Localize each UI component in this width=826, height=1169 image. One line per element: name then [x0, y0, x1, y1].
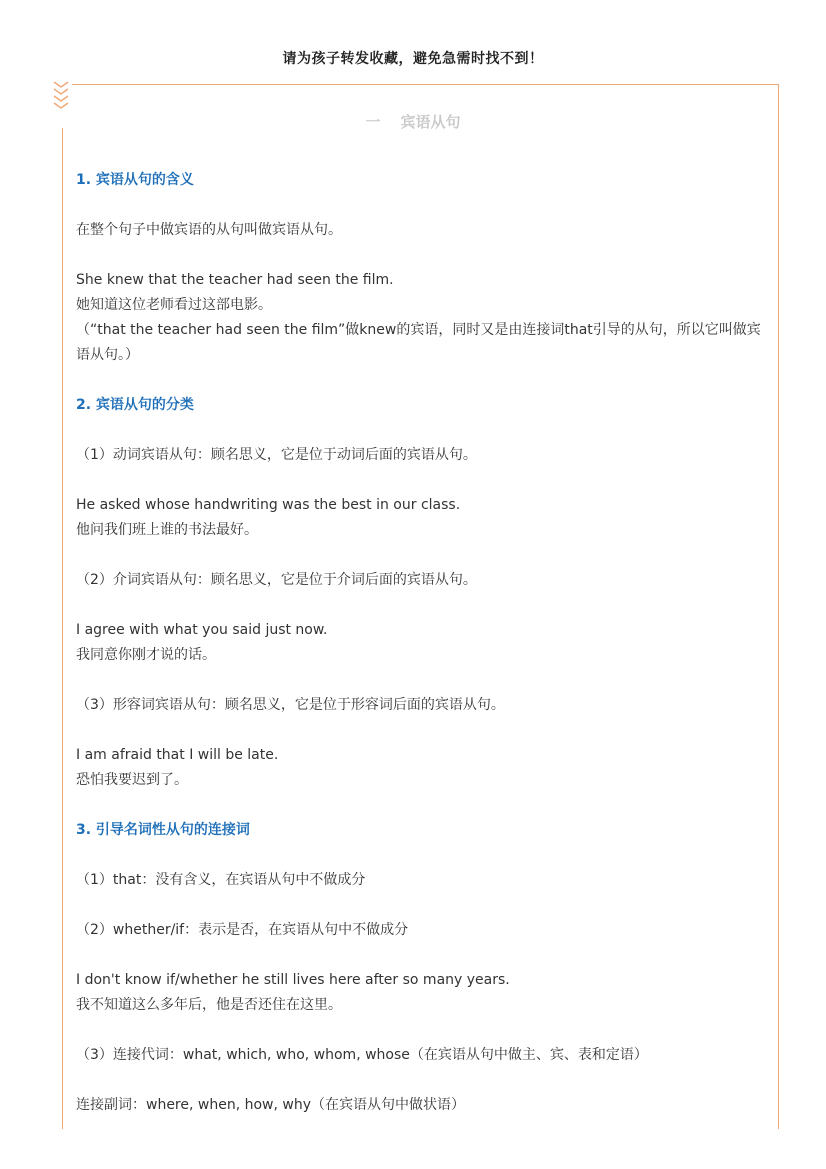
section-number: 一 — [365, 113, 381, 131]
example-1-chinese: 她知道这位老师看过这部电影。 — [76, 297, 272, 313]
heading-3: 3. 引导名词性从句的连接词 — [76, 822, 250, 838]
connective-4: 连接副词：where, when, how, why（在宾语从句中做状语） — [76, 1097, 466, 1113]
category-2-chinese: 我同意你刚才说的话。 — [76, 647, 216, 663]
category-2-english: I agree with what you said just now. — [76, 622, 328, 638]
connective-3: （3）连接代词：what, which, who, whom, whose（在宾语从句中做主、宾、表和定语） — [76, 1047, 648, 1063]
category-3: （3）形容词宾语从句：顾名思义，它是位于形容词后面的宾语从句。 — [76, 697, 505, 713]
heading-2: 2. 宾语从句的分类 — [76, 397, 194, 413]
section-title-text: 宾语从句 — [400, 113, 461, 131]
connective-1: （1）that：没有含义，在宾语从句中不做成分 — [76, 872, 366, 888]
category-2: （2）介词宾语从句：顾名思义，它是位于介词后面的宾语从句。 — [76, 572, 477, 588]
definition-text: 在整个句子中做宾语的从句叫做宾语从句。 — [76, 222, 342, 238]
example-1-english: She knew that the teacher had seen the film. — [76, 272, 394, 288]
category-3-english: I am afraid that I will be late. — [76, 747, 279, 763]
connective-2-chinese: 我不知道这么多年后，他是否还住在这里。 — [76, 997, 342, 1013]
category-1-english: He asked whose handwriting was the best in our class. — [76, 497, 461, 513]
category-1-chinese: 他问我们班上谁的书法最好。 — [76, 522, 258, 538]
frame-top-border — [72, 84, 778, 85]
section-title — [0, 111, 826, 132]
frame-right-border — [778, 84, 779, 1129]
example-1-note: （“that the teacher had seen the film”做knew的宾语，同时又是由连接词that引导的从句，所以它叫做宾语从句。） — [76, 322, 761, 363]
top-banner: 请为孩子转发收藏，避免急需时找不到！ — [282, 51, 544, 67]
connective-2: （2）whether/if：表示是否，在宾语从句中不做成分 — [76, 922, 409, 938]
chevron-down-icon — [52, 80, 70, 112]
frame-left-border — [62, 128, 63, 1129]
connective-2-english: I don't know if/whether he still lives here after so many years. — [76, 972, 510, 988]
document-body — [76, 168, 768, 1118]
category-1: （1）动词宾语从句：顾名思义，它是位于动词后面的宾语从句。 — [76, 447, 477, 463]
heading-1: 1. 宾语从句的含义 — [76, 172, 194, 188]
category-3-chinese: 恐怕我要迟到了。 — [76, 772, 188, 788]
